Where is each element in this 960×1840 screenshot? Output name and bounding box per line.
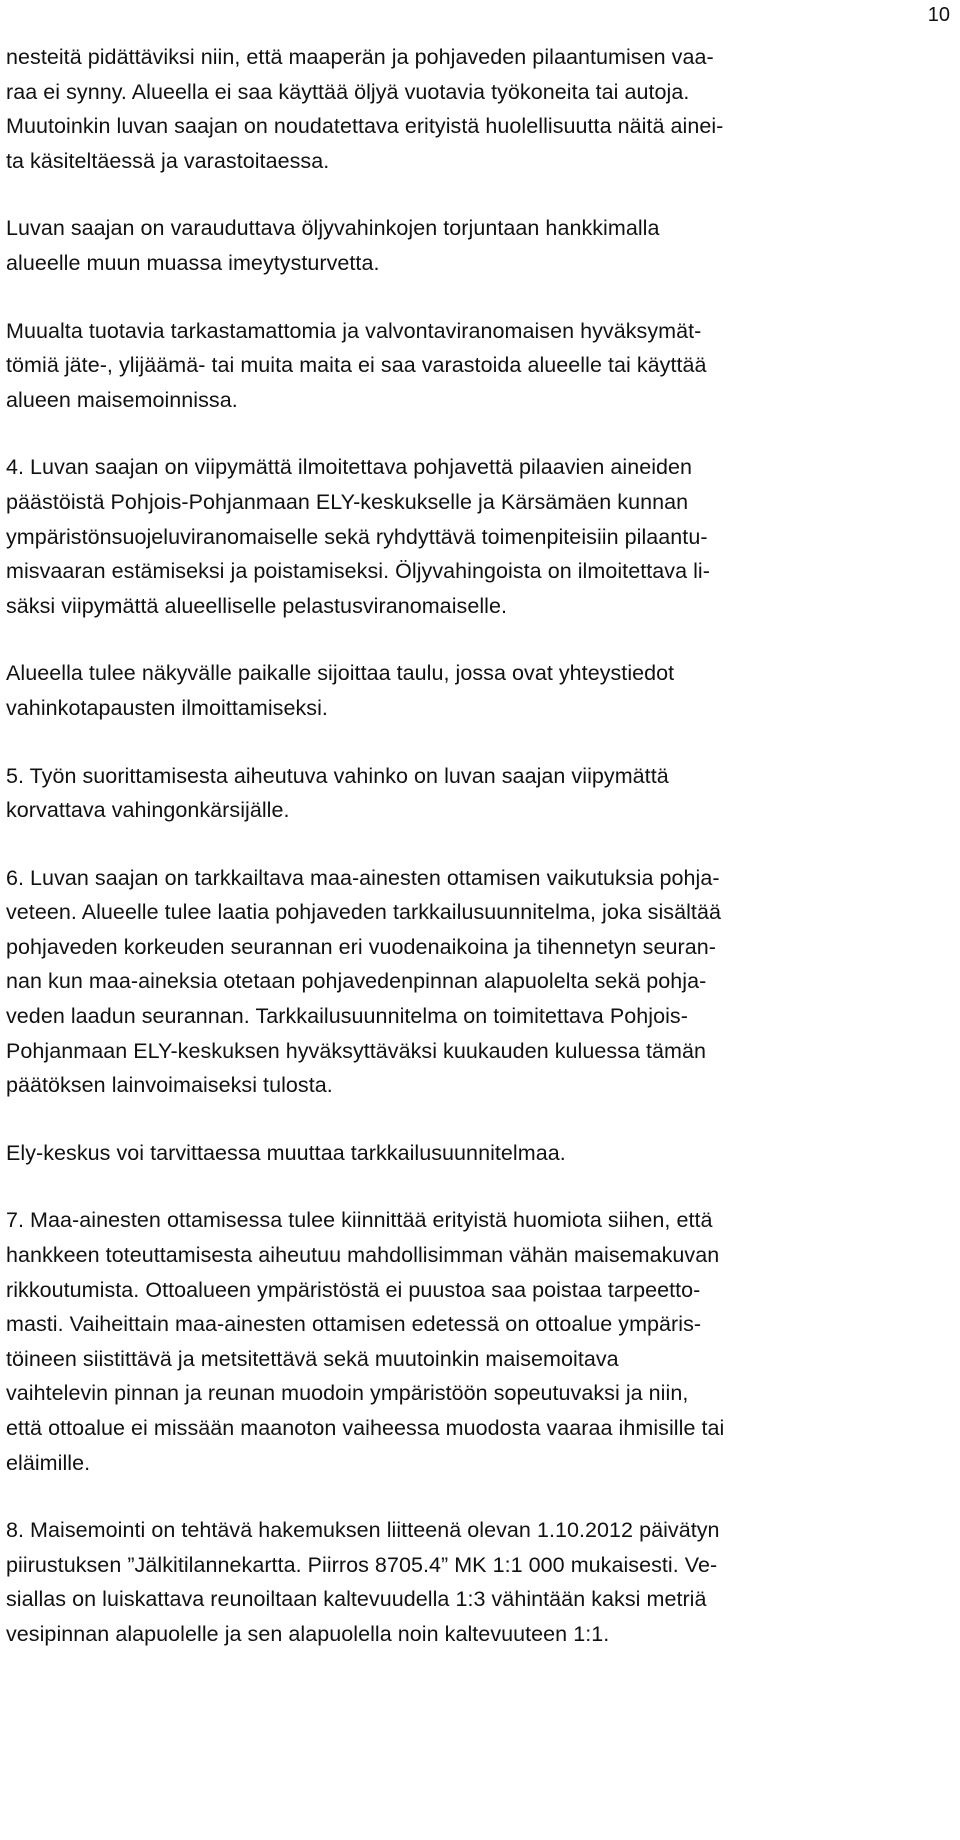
text-line: 7. Maa-ainesten ottamisessa tulee kiinnittää erityistä huomiota siihen, että xyxy=(6,1208,713,1233)
text-line: päätöksen lainvoimaiseksi tulosta. xyxy=(6,1073,333,1098)
text-line: hankkeen toteuttamisesta aiheutuu mahdollisimman vähän maisemakuvan xyxy=(6,1243,720,1268)
text-line: Ely-keskus voi tarvittaessa muuttaa tarkkailusuunnitelmaa. xyxy=(6,1140,566,1165)
paragraph-item-6-monitoring xyxy=(6,861,948,1103)
text-line: veteen. Alueelle tulee laatia pohjaveden tarkkailusuunnitelma, joka sisältää xyxy=(6,900,721,925)
text-line: ta käsiteltäessä ja varastoitaessa. xyxy=(6,148,330,173)
text-line: misvaaran estämiseksi ja poistamiseksi. Öljyvahingoista on ilmoitettava li- xyxy=(6,559,710,584)
page-number: 10 xyxy=(927,4,950,26)
text-line: Muutoinkin luvan saajan on noudatettava erityistä huolellisuutta näitä ainei- xyxy=(6,114,724,139)
text-line: masti. Vaiheittain maa-ainesten ottamisen edetessä on ottoalue ympäris- xyxy=(6,1312,702,1337)
text-line: Pohjanmaan ELY-keskuksen hyväksyttäväksi kuukauden kuluessa tämän xyxy=(6,1038,707,1063)
text-line: vaihtelevin pinnan ja reunan muodoin ympäristöön sopeutuvaksi ja niin, xyxy=(6,1381,689,1406)
paragraph-item-8-restoration xyxy=(6,1513,948,1651)
text-line: raa ei synny. Alueella ei saa käyttää öljyä vuotavia työkoneita tai autoja. xyxy=(6,79,690,104)
text-line: pohjaveden korkeuden seurannan eri vuodenaikoina ja tihennetyn seuran- xyxy=(6,934,716,959)
text-line: Muualta tuotavia tarkastamattomia ja valvontaviranomaisen hyväksymät- xyxy=(6,318,702,343)
text-line: 4. Luvan saajan on viipymättä ilmoitettava pohjavettä pilaavien aineiden xyxy=(6,455,693,480)
document-body xyxy=(6,40,948,1652)
text-line: nesteitä pidättäviksi niin, että maaperän ja pohjaveden pilaantumisen vaa- xyxy=(6,45,714,69)
text-line: töineen siistittävä ja metsitettävä sekä muutoinkin maisemoitava xyxy=(6,1346,619,1371)
text-line: alueelle muun muassa imeytysturvetta. xyxy=(6,250,380,275)
text-line: ympäristönsuojeluviranomaiselle sekä ryhdyttävä toimenpiteisiin pilaantu- xyxy=(6,524,708,549)
text-line: säksi viipymättä alueelliselle pelastusviranomaiselle. xyxy=(6,593,508,618)
paragraph-item-4-reporting xyxy=(6,450,948,623)
text-line: korvattava vahingonkärsijälle. xyxy=(6,798,290,823)
text-line: piirustuksen ”Jälkitilannekartta. Piirros 8705.4” MK 1:1 000 mukaisesti. Ve- xyxy=(6,1552,718,1577)
text-line: Luvan saajan on varauduttava öljyvahinkojen torjuntaan hankkimalla xyxy=(6,216,660,241)
text-line: että ottoalue ei missään maanoton vaiheessa muodosta vaaraa ihmisille tai xyxy=(6,1416,725,1440)
paragraph-oil-spill-preparedness xyxy=(6,211,948,280)
paragraph-item-5-damages xyxy=(6,759,948,828)
text-line: päästöistä Pohjois-Pohjanmaan ELY-keskukselle ja Kärsämäen kunnan xyxy=(6,489,689,514)
text-line: tömiä jäte-, ylijäämä- tai muita maita ei saa varastoida alueelle tai käyttää xyxy=(6,353,707,378)
text-line: 6. Luvan saajan on tarkkailtava maa-ainesten ottamisen vaikutuksia pohja- xyxy=(6,865,720,890)
text-line: veden laadun seurannan. Tarkkailusuunnitelma on toimitettava Pohjois- xyxy=(6,1004,688,1029)
text-line: nan kun maa-aineksia otetaan pohjavedenpinnan alapuolelta sekä pohja- xyxy=(6,969,707,994)
paragraph-storage-chemicals xyxy=(6,40,948,178)
text-line: eläimille. xyxy=(6,1450,91,1475)
text-line: rikkoutumista. Ottoalueen ympäristöstä ei puustoa saa poistaa tarpeetto- xyxy=(6,1277,701,1302)
text-line: Alueella tulee näkyvälle paikalle sijoittaa taulu, jossa ovat yhteystiedot xyxy=(6,661,675,686)
paragraph-item-7-landscape xyxy=(6,1203,948,1480)
paragraph-imported-soils xyxy=(6,314,948,418)
text-line: vesipinnan alapuolelle ja sen alapuolella noin kaltevuuteen 1:1. xyxy=(6,1621,610,1646)
text-line: 5. Työn suorittamisesta aiheutuva vahinko on luvan saajan viipymättä xyxy=(6,763,669,788)
paragraph-ely-amendment xyxy=(6,1136,948,1171)
text-line: 8. Maisemointi on tehtävä hakemuksen liitteenä olevan 1.10.2012 päivätyn xyxy=(6,1518,720,1543)
paragraph-contact-sign xyxy=(6,656,948,725)
text-line: vahinkotapausten ilmoittamiseksi. xyxy=(6,695,328,720)
text-line: alueen maisemoinnissa. xyxy=(6,387,238,412)
text-line: siallas on luiskattava reunoiltaan kaltevuudella 1:3 vähintään kaksi metriä xyxy=(6,1587,707,1612)
